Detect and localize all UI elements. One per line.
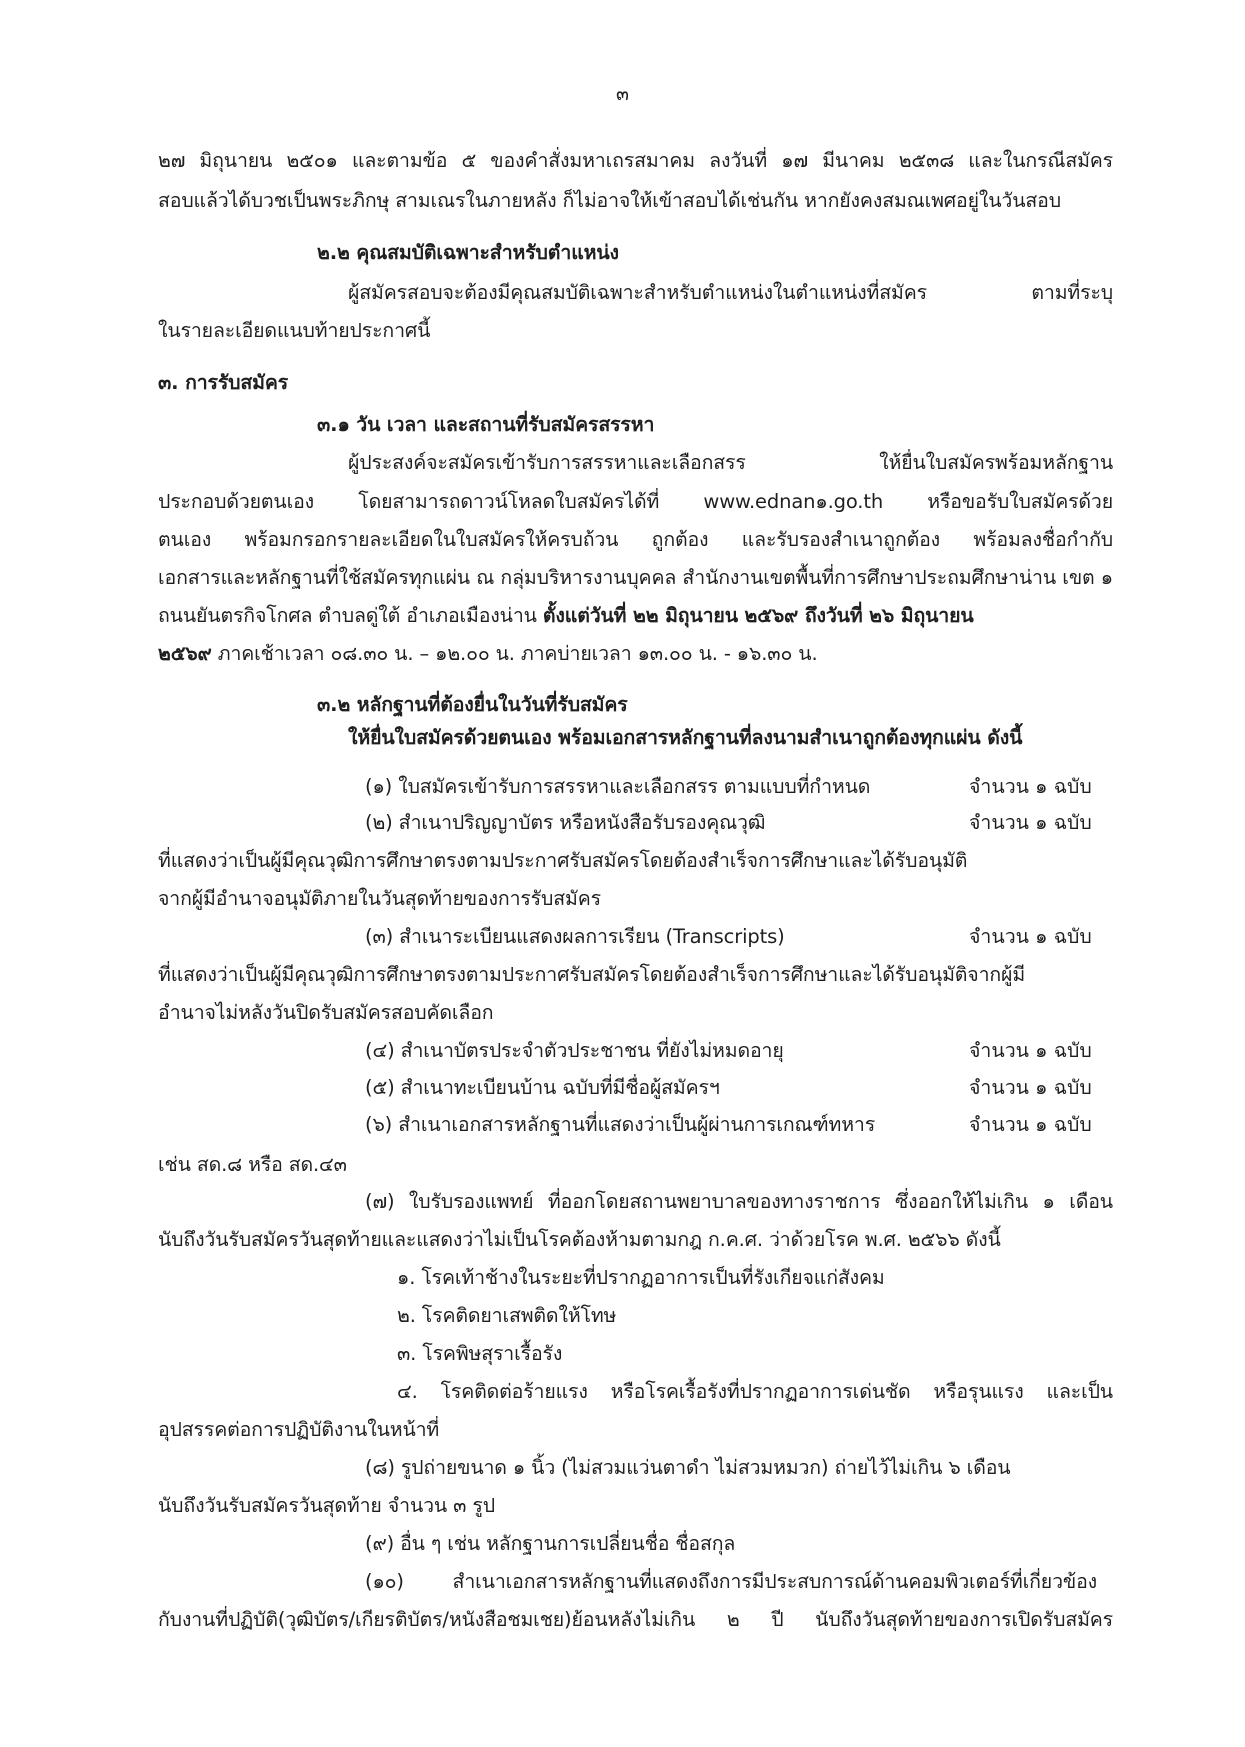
paragraph-line: สอบแล้วได้บวชเป็นพระภิกษุ สามเณรในภายหลัง ก็ไม่อาจให้เข้าสอบได้เช่นกัน หากยังคงสมณเพศอยู่ในวันสอบ	[158, 189, 1061, 212]
list-item: (๕) สำเนาทะเบียนบ้าน ฉบับที่มีชื่อผู้สมัครฯ	[365, 1076, 720, 1099]
item-quantity: จำนวน ๑ ฉบับ	[969, 1039, 1092, 1062]
section-subheading: ให้ยื่นใบสมัครด้วยตนเอง พร้อมเอกสารหลักฐานที่ลงนามสำเนาถูกต้องทุกแผ่น ดังนี้	[348, 726, 1023, 749]
section-heading-2-2: ๒.๒ คุณสมบัติเฉพาะสำหรับตำแหน่ง	[317, 241, 619, 264]
paragraph-line: ในรายละเอียดแนบท้ายประกาศนี้	[158, 319, 431, 342]
bold-date-range: ตั้งแต่วันที่ ๒๒ มิถุนายน ๒๕๖๙ ถึงวันที่ ๒๖ มิถุนายน	[542, 604, 974, 627]
list-item: (๙) อื่น ๆ เช่น หลักฐานการเปลี่ยนชื่อ ชื่อสกุล	[365, 1532, 736, 1555]
disease-item: ๓. โรคพิษสุราเรื้อรัง	[397, 1342, 563, 1365]
paragraph-line: ๒๗ มิถุนายน ๒๕๐๑ และตามข้อ ๕ ของคำสั่งมหาเถรสมาคม ลงวันที่ ๑๗ มีนาคม ๒๕๓๘ และในกรณีสมัคร	[158, 149, 1113, 172]
paragraph-line: ผู้ประสงค์จะสมัครเข้ารับการสรรหาและเลือกสรร ให้ยื่นใบสมัครพร้อมหลักฐาน	[348, 451, 1113, 474]
list-item-continuation: อำนาจไม่หลังวันปิดรับสมัครสอบคัดเลือก	[158, 1001, 494, 1024]
disease-item: ๒. โรคติดยาเสพติดให้โทษ	[397, 1304, 617, 1327]
paragraph-line: ประกอบด้วยตนเอง โดยสามารถดาวน์โหลดใบสมัครได้ที่ www.ednan๑.go.th หรือขอรับใบสมัครด้วย	[158, 490, 1113, 513]
list-item-continuation: กับงานที่ปฏิบัติ(วุฒิบัตร/เกียรติบัตร/หนังสือชมเชย)ย้อนหลังไม่เกิน ๒ ปี นับถึงวันสุดท้ายของการเปิดรับสมัคร	[158, 1608, 1113, 1631]
item-quantity: จำนวน ๑ ฉบับ	[969, 1076, 1092, 1099]
disease-item: ๑. โรคเท้าช้างในระยะที่ปรากฏอาการเป็นที่รังเกียจแก่สังคม	[397, 1266, 885, 1289]
item-quantity: จำนวน ๑ ฉบับ	[969, 925, 1092, 948]
disease-item: ๔. โรคติดต่อร้ายแรง หรือโรคเรื้อรังที่ปรากฏอาการเด่นชัด หรือรุนแรง และเป็น	[397, 1380, 1113, 1403]
item-quantity: จำนวน ๑ ฉบับ	[969, 811, 1092, 834]
section-heading-3-1: ๓.๑ วัน เวลา และสถานที่รับสมัครสรรหา	[317, 413, 655, 436]
list-item: (๑๐) สำเนาเอกสารหลักฐานที่แสดงถึงการมีประสบการณ์ด้านคอมพิวเตอร์ที่เกี่ยวข้อง	[365, 1570, 1097, 1593]
paragraph-line: เอกสารและหลักฐานที่ใช้สมัครทุกแผ่น ณ กลุ่มบริหารงานบุคคล สำนักงานเขตพื้นที่การศึกษาประถมศึกษาน่าน เขต ๑	[158, 566, 1113, 589]
list-item: (๓) สำเนาระเบียนแสดงผลการเรียน (Transcripts)	[365, 925, 785, 948]
list-item-continuation: จากผู้มีอำนาจอนุมัติภายในวันสุดท้ายของการรับสมัคร	[158, 887, 601, 910]
bold-year: ๒๕๖๙	[158, 642, 212, 665]
list-item-continuation: ที่แสดงว่าเป็นผู้มีคุณวุฒิการศึกษาตรงตามประกาศรับสมัครโดยต้องสำเร็จการศึกษาและได้รับอนุมัติจากผู้มี	[158, 963, 1026, 986]
text-run: ถนนยันตรกิจโกศล ตำบลดู่ใต้ อำเภอเมืองน่าน	[158, 604, 543, 627]
list-item-continuation: เช่น สด.๘ หรือ สด.๔๓	[158, 1153, 347, 1176]
list-item: (๔) สำเนาบัตรประจำตัวประชาชน ที่ยังไม่หมดอายุ	[365, 1039, 784, 1062]
list-item-continuation: อุปสรรคต่อการปฏิบัติงานในหน้าที่	[158, 1418, 440, 1441]
list-item-continuation: ที่แสดงว่าเป็นผู้มีคุณวุฒิการศึกษาตรงตามประกาศรับสมัครโดยต้องสำเร็จการศึกษาและได้รับอนุมัติ	[158, 849, 968, 872]
section-heading-3-2: ๓.๒ หลักฐานที่ต้องยื่นในวันที่รับสมัคร	[317, 693, 628, 716]
paragraph-line: ตนเอง พร้อมกรอกรายละเอียดในใบสมัครให้ครบถ้วน ถูกต้อง และรับรองสำเนาถูกต้อง พร้อมลงชื่อกำกับ	[158, 528, 1113, 551]
paragraph-line: ผู้สมัครสอบจะต้องมีคุณสมบัติเฉพาะสำหรับตำแหน่งในตำแหน่งที่สมัคร ตามที่ระบุ	[348, 281, 1113, 304]
page-number: ๓	[616, 83, 629, 105]
list-item-continuation: นับถึงวันรับสมัครวันสุดท้ายและแสดงว่าไม่เป็นโรคต้องห้ามตามกฎ ก.ค.ศ. ว่าด้วยโรค พ.ศ. ๒๕๖๖ ดังนี้	[158, 1228, 1001, 1251]
list-item: (๗) ใบรับรองแพทย์ ที่ออกโดยสถานพยาบาลของทางราชการ ซึ่งออกให้ไม่เกิน ๑ เดือน	[365, 1190, 1113, 1213]
section-heading-3: ๓. การรับสมัคร	[158, 371, 289, 394]
list-item-continuation: นับถึงวันรับสมัครวันสุดท้าย จำนวน ๓ รูป	[158, 1494, 495, 1517]
paragraph-line	[158, 603, 974, 629]
text-run: ภาคเช้าเวลา ๐๘.๓๐ น. – ๑๒.๐๐ น. ภาคบ่ายเวลา ๑๓.๐๐ น. - ๑๖.๓๐ น.	[211, 642, 818, 665]
list-item: (๖) สำเนาเอกสารหลักฐานที่แสดงว่าเป็นผู้ผ่านการเกณฑ์ทหาร	[365, 1113, 876, 1136]
item-quantity: จำนวน ๑ ฉบับ	[969, 775, 1092, 798]
item-quantity: จำนวน ๑ ฉบับ	[969, 1113, 1092, 1136]
paragraph-line	[158, 641, 818, 667]
list-item: (๘) รูปถ่ายขนาด ๑ นิ้ว (ไม่สวมแว่นตาดำ ไม่สวมหมวก) ถ่ายไว้ไม่เกิน ๖ เดือน	[365, 1456, 1011, 1479]
list-item: (๒) สำเนาปริญญาบัตร หรือหนังสือรับรองคุณวุฒิ	[365, 811, 766, 834]
list-item: (๑) ใบสมัครเข้ารับการสรรหาและเลือกสรร ตามแบบที่กำหนด	[365, 775, 871, 798]
